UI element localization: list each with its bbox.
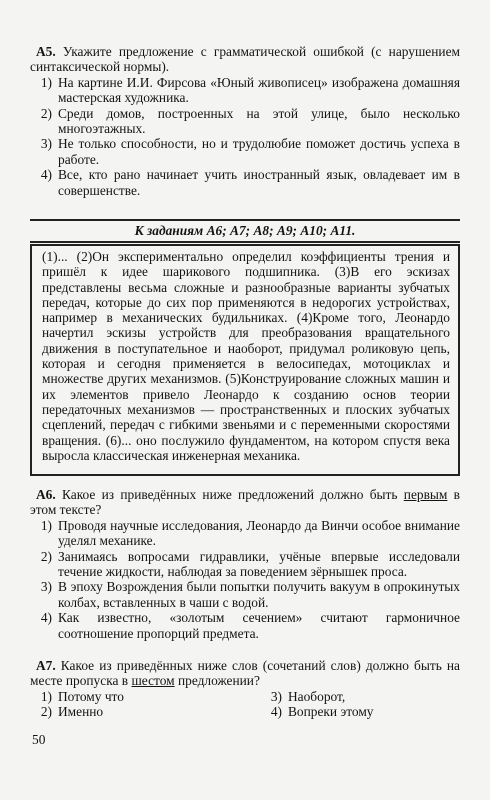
option-number: 3) — [40, 579, 52, 595]
a6-option-1 — [30, 518, 460, 549]
option-text: Не только способности, но и трудолюбие поможет достичь успеха в работе. — [58, 136, 460, 167]
option-number: 3) — [270, 688, 282, 704]
page-number: 50 — [32, 732, 46, 747]
question-a6-underlined-word: первым — [403, 487, 448, 502]
question-a7-label: А7. — [36, 658, 56, 673]
a7-option-2 — [30, 704, 230, 719]
a7-option-3 — [260, 689, 460, 704]
section-header: К заданиям А6; А7; А8; А9; А10; А11. — [30, 219, 460, 243]
option-number: 4) — [40, 610, 52, 626]
option-text: Все, кто рано начинает учить иностранный язык, овладевает им в совершенстве. — [58, 167, 460, 198]
question-a7-underlined-word: шестом — [131, 673, 175, 689]
question-a5-text: Укажите предложение с грамматической ошибкой (с нарушением синтаксической нормы). — [30, 44, 460, 75]
question-a6 — [30, 487, 460, 641]
a7-option-1 — [30, 689, 230, 704]
option-text: Потому что — [58, 688, 124, 704]
a5-option-1 — [30, 75, 460, 106]
reading-passage: (1)... (2)Он экспериментально определил коэффициенты трения и пришёл к идее шарикового подшипника. (3)В его эскизах представлены весьма сложные и разнообразные варианты зубчатых передач, которые до сих пор применяются в недорогих устройствах, например в механических будильниках. (4)Кроме того, Леонардо начертил эскизы устройств для преобразования вращательного движения в поступательное и наоборот, придумал роликовую цепь, которая и сегодня применяется в велосипедах, мотоциклах и множестве других механизмов. (5)Конструирование сложных машин и их элементов привело Леонардо к созданию основ теории передаточных механизмов — пространственных и плоских зубчатых сцеплений, передач с гибкими звеньями и с переменными скоростями вращения. (6)... оно послужило фундаментом, на котором спустя века выросла классическая инженерная механика. — [30, 244, 460, 476]
question-a6-title — [30, 487, 460, 518]
option-text: Вопреки этому — [288, 704, 374, 720]
option-number: 1) — [40, 74, 52, 90]
question-a5-title — [30, 44, 460, 75]
option-number: 4) — [270, 704, 282, 720]
option-number: 2) — [40, 704, 52, 720]
a7-options-grid — [30, 689, 460, 720]
option-text: Занимаясь вопросами гидравлики, учёные впервые исследовали течение жидкости, наблюдая за поведением зёрнышек проса. — [58, 548, 460, 580]
question-a6-label: А6. — [36, 487, 56, 502]
option-text: Проводя научные исследования, Леонардо да Винчи особое внимание уделял механике. — [58, 517, 460, 549]
question-a7 — [30, 658, 460, 720]
option-text: Наоборот, — [288, 688, 346, 704]
question-a6-text-end: в этом тексте? — [30, 487, 460, 518]
option-number: 1) — [40, 688, 52, 704]
option-text: Среди домов, построенных на этой улице, было несколько многоэтажных. — [58, 105, 460, 137]
question-a7-text-end: предложении? — [177, 673, 260, 689]
option-text: В эпоху Возрождения были попытки получить вакуум в опрокинутых колбах, вставленных в чаши с водой. — [58, 579, 460, 610]
question-a5 — [30, 44, 460, 198]
option-text: Как известно, «золотым сечением» считают гармоничное соотношение пропорций предмета. — [58, 610, 460, 641]
a6-option-2 — [30, 549, 460, 580]
question-a6-text-start: Какое из приведённых ниже предложений должно быть — [62, 487, 398, 502]
option-number: 1) — [40, 517, 52, 533]
a5-option-3 — [30, 136, 460, 167]
a5-option-4 — [30, 167, 460, 198]
option-number: 2) — [40, 105, 52, 121]
a7-option-4 — [260, 704, 460, 719]
option-number: 3) — [40, 136, 52, 152]
a6-option-3 — [30, 579, 460, 610]
a6-option-4 — [30, 610, 460, 641]
option-text: Именно — [58, 704, 104, 720]
question-a7-text-start: Какое из приведённых ниже слов (сочетаний слов) должно быть на месте пропуска в — [30, 658, 460, 689]
a5-option-2 — [30, 106, 460, 137]
option-number: 4) — [40, 167, 52, 183]
question-a7-title — [30, 658, 460, 689]
option-text: На картине И.И. Фирсова «Юный живописец» изображена домашняя мастерская художника. — [58, 74, 460, 106]
option-number: 2) — [40, 548, 52, 564]
question-a5-label: А5. — [36, 44, 56, 59]
